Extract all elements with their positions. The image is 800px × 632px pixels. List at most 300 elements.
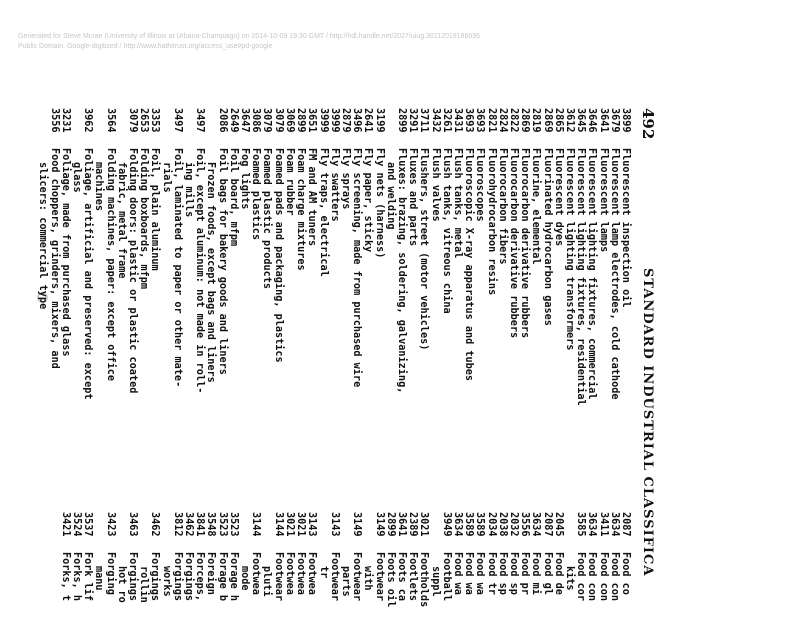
sic-code: 3634 — [586, 512, 598, 537]
index-term: Fluxes: brazing, soldering, galvanizing, — [395, 148, 407, 394]
sic-code: 3291 — [407, 108, 419, 133]
index-term: Footlets — [407, 552, 419, 602]
index-term: kits — [563, 566, 575, 591]
sic-code: 2045 — [552, 512, 564, 537]
index-entry — [519, 108, 530, 458]
sic-code: 2819 — [530, 108, 542, 133]
index-term: hot ro — [115, 566, 127, 603]
index-term: ing mills — [183, 162, 195, 218]
sic-code: 3548 — [205, 512, 217, 537]
sic-code: 2086 — [216, 108, 228, 133]
index-term: Food co — [620, 552, 631, 595]
index-entry — [261, 512, 272, 632]
sic-code: 2389 — [407, 512, 419, 537]
hathitrust-generated-line: Generated for Steve Mcrae (University of Illinois at Urbana-Champaign) on 2014-10-09 19:30 GMT / http://hdl.handle.net/2027/uiug.30112019186036 — [18, 33, 481, 40]
index-entry — [340, 512, 351, 632]
index-entry — [127, 512, 138, 632]
sic-code: 3079 — [127, 108, 139, 133]
index-entry — [385, 108, 396, 458]
index-term: Footwea — [306, 552, 318, 595]
sic-code — [205, 108, 216, 148]
sic-code: 3641 — [395, 512, 407, 537]
index-term: Fluorescent inspection oil — [620, 148, 631, 308]
index-term: Food sp — [507, 552, 519, 595]
index-term: Folding doors: plastic or plastic coated — [127, 148, 139, 394]
index-entry — [351, 108, 362, 458]
index-entry — [273, 108, 284, 458]
sic-code: 3646 — [586, 108, 598, 133]
index-entry — [149, 512, 160, 632]
index-term: Flush tanks, metal — [451, 148, 463, 259]
index-entry — [71, 108, 82, 458]
index-term: Fly swatters — [328, 148, 340, 222]
sic-code — [37, 108, 48, 148]
index-entry — [553, 108, 564, 458]
sic-code: 3556 — [48, 108, 60, 133]
sic-code: 2649 — [227, 108, 239, 133]
index-term: Food pr — [519, 552, 531, 595]
index-term: Footwear — [373, 552, 385, 602]
sic-code — [93, 108, 104, 148]
sic-code — [385, 108, 396, 148]
sic-code: 3079 — [261, 108, 273, 133]
index-term: FM and AM tuners — [306, 148, 318, 247]
index-entry — [609, 108, 620, 458]
sic-code: 2822 — [507, 108, 519, 133]
index-entry — [306, 512, 317, 632]
index-entry — [71, 512, 82, 632]
index-term: Foil bags for bakery goods and liners — [216, 148, 228, 375]
index-term: Foil board, mfpm — [227, 148, 239, 247]
sic-code: 3641 — [597, 108, 609, 133]
sic-code: 3589 — [474, 512, 486, 537]
sic-code: 3421 — [59, 512, 71, 537]
index-entry — [609, 512, 620, 632]
sic-code: 3021 — [418, 512, 430, 537]
index-term: Foamed plastic products — [261, 148, 273, 290]
index-entry — [317, 108, 328, 458]
sic-code: 3999 — [328, 108, 340, 133]
sic-code: 3069 — [283, 108, 295, 133]
rotated-page — [0, 108, 657, 618]
sic-code: 3693 — [474, 108, 486, 133]
index-term: Food sp — [496, 552, 508, 595]
index-entry — [373, 108, 384, 458]
sic-code: 3199 — [373, 108, 385, 133]
index-term: Forks, h — [71, 552, 83, 602]
index-term: Food tr — [485, 552, 497, 595]
index-term: Foliage, made from purchased glass — [59, 148, 71, 357]
sic-code: 2087 — [620, 512, 631, 537]
index-term: Fluorinated hydrocarbon gases — [541, 148, 553, 326]
index-entry — [172, 512, 183, 632]
index-entry — [317, 512, 328, 632]
index-entry — [82, 108, 93, 458]
index-entry — [497, 512, 508, 632]
index-term: Footholds — [418, 552, 430, 608]
sic-code: 3462 — [149, 512, 161, 537]
sic-code: 2087 — [541, 512, 553, 537]
index-entry — [228, 512, 239, 632]
index-term: manu — [93, 566, 105, 591]
index-term: Frozen foods, except bags and liners — [205, 162, 217, 383]
sic-code: 3711 — [418, 108, 430, 133]
index-term: Food mi — [530, 552, 542, 595]
index-entry — [586, 512, 597, 632]
index-term: Foots oil — [384, 552, 396, 608]
sic-code: 2899 — [384, 512, 396, 537]
index-term: Fluxes and parts — [407, 148, 419, 247]
index-entry — [620, 108, 631, 458]
index-term: Flush valves — [429, 148, 441, 222]
index-entry — [553, 512, 564, 632]
sic-code — [93, 512, 104, 552]
index-entry — [441, 108, 452, 458]
index-entry — [250, 108, 261, 458]
index-entry — [396, 108, 407, 458]
sic-code: 2865 — [552, 108, 564, 133]
index-term: Flush tanks, vitreous china — [440, 148, 452, 314]
index-term: Folding machines, paper: except office — [104, 148, 116, 382]
index-term: Footwear — [328, 552, 340, 602]
index-entry — [463, 108, 474, 458]
sic-code: 3693 — [463, 108, 475, 133]
index-entry — [429, 512, 440, 632]
sic-code: 2653 — [138, 108, 150, 133]
index-entry — [485, 108, 496, 458]
index-term: Foliage, artificial and preserved: except — [82, 148, 94, 400]
sic-code: 3523 — [216, 512, 228, 537]
sic-code: 3612 — [563, 108, 575, 133]
index-entry — [474, 512, 485, 632]
sic-code: 2641 — [362, 108, 374, 133]
index-term: Fluoroscopes — [474, 148, 486, 222]
index-column-right — [60, 512, 631, 632]
index-entry — [541, 512, 552, 632]
index-term: Forgings — [149, 552, 161, 602]
sic-code — [564, 512, 575, 552]
index-entry — [474, 108, 485, 458]
index-entry — [48, 108, 59, 458]
index-entry — [306, 108, 317, 458]
index-term: Footwear — [351, 552, 363, 602]
index-entry — [508, 512, 519, 632]
index-term: Food con — [608, 552, 620, 602]
index-entry — [60, 108, 71, 458]
index-term: Forgings — [127, 552, 139, 602]
sic-code — [183, 108, 194, 148]
index-entry — [530, 108, 541, 458]
index-entry — [329, 108, 340, 458]
index-term: works — [160, 566, 172, 597]
index-entry — [239, 108, 250, 458]
index-entry — [351, 512, 362, 632]
index-entry — [239, 512, 250, 632]
index-term: Forceps, — [194, 552, 206, 602]
sic-code: 3431 — [451, 108, 463, 133]
sic-code: 2821 — [485, 108, 497, 133]
index-entry — [362, 108, 373, 458]
sic-code — [116, 108, 127, 148]
index-term: Food con — [597, 552, 609, 602]
sic-code: 2038 — [496, 512, 508, 537]
index-entry — [250, 512, 261, 632]
index-term: fabric, metal frame — [115, 162, 127, 279]
index-entry — [362, 512, 373, 632]
index-entry — [564, 108, 575, 458]
sic-code: 3524 — [71, 512, 83, 537]
index-term: Folding boxboards, mfpm — [138, 148, 150, 290]
index-term: Fluorocarbon derivative rubbers — [519, 148, 531, 339]
sic-code: 3949 — [440, 512, 452, 537]
index-entry — [429, 108, 440, 458]
index-entry — [385, 512, 396, 632]
index-entry — [575, 108, 586, 458]
sic-code: 3021 — [283, 512, 295, 537]
index-entry — [530, 512, 541, 632]
index-entry — [441, 512, 452, 632]
index-entry — [160, 512, 171, 632]
hathitrust-rights-line: Public Domain, Google-digitized / http://www.hathitrust.org/access_use#pd-google — [18, 43, 273, 50]
index-term: Forgings — [183, 552, 195, 602]
index-term: Fly screening, made from purchased wire — [351, 148, 363, 388]
index-term: Food wa — [463, 552, 475, 595]
index-term: Forks, t — [59, 552, 71, 602]
index-entry — [586, 108, 597, 458]
sic-code: 3564 — [104, 108, 116, 133]
sic-code: 3149 — [351, 512, 363, 537]
sic-code: 2824 — [496, 108, 508, 133]
sic-code: 3647 — [239, 108, 251, 133]
sic-code: 3261 — [440, 108, 452, 133]
sic-code: 3999 — [317, 108, 329, 133]
index-term: Fluorescent lamps — [597, 148, 609, 253]
index-entry — [284, 108, 295, 458]
index-term: and welding — [384, 162, 396, 230]
index-entry — [37, 108, 48, 458]
index-entry — [138, 512, 149, 632]
index-term: Footwea — [250, 552, 262, 595]
index-entry — [597, 512, 608, 632]
index-entry — [60, 512, 71, 632]
sic-code: 3585 — [575, 512, 587, 537]
index-entry — [116, 108, 127, 458]
index-term: Food cor — [575, 552, 587, 602]
sic-code: 3143 — [328, 512, 340, 537]
sic-code: 2879 — [339, 108, 351, 133]
sic-code: 3645 — [575, 108, 587, 133]
index-term: Foreign — [205, 552, 217, 595]
index-term: Food wa — [451, 552, 463, 595]
index-entry — [149, 108, 160, 458]
index-entry — [597, 108, 608, 458]
sic-code — [340, 512, 351, 552]
index-term: Foots ca — [395, 552, 407, 602]
sic-code — [160, 108, 171, 148]
index-entry — [183, 108, 194, 458]
sic-code: 3021 — [295, 512, 307, 537]
index-entry — [340, 108, 351, 458]
index-term: Fluorescent lighting transformers — [563, 148, 575, 351]
index-term: Fly sprays — [339, 148, 351, 210]
index-term: Footwea — [295, 552, 307, 595]
sic-code: 3812 — [171, 512, 183, 537]
index-term: Foamed pads and packaging, plastics — [272, 148, 284, 363]
index-term: Fly paper, sticky — [362, 148, 374, 253]
index-entry — [116, 512, 127, 632]
index-term: Flushers, street (motor vehicles) — [418, 148, 430, 351]
index-entry — [295, 512, 306, 632]
sic-code: 3411 — [597, 512, 609, 537]
index-entry — [160, 108, 171, 458]
index-entry — [138, 108, 149, 458]
index-entry — [216, 512, 227, 632]
sic-code: 3497 — [194, 108, 206, 133]
index-term: Food con — [586, 552, 598, 602]
index-entry — [575, 512, 586, 632]
index-term: Fluoroscopic X-ray apparatus and tubes — [463, 148, 475, 382]
index-term: rollin — [138, 566, 150, 603]
sic-code — [261, 512, 272, 552]
index-entry — [519, 512, 530, 632]
sic-code: 3841 — [194, 512, 206, 537]
sic-code — [317, 512, 328, 552]
index-term: Fluorescent lamp electrodes, cold cathode — [608, 148, 620, 400]
index-entry — [284, 512, 295, 632]
index-entry — [216, 108, 227, 458]
index-term: Foil, except aluminum: not made in roll- — [194, 148, 206, 394]
sic-code: 2899 — [395, 108, 407, 133]
index-entry — [418, 512, 429, 632]
index-entry — [93, 512, 104, 632]
index-term: Football — [440, 552, 452, 602]
sic-code — [429, 512, 440, 552]
index-term: Foam charge mixtures — [295, 148, 307, 271]
index-term: Food de — [552, 552, 564, 595]
index-term: Footwea — [283, 552, 295, 595]
index-entry — [82, 512, 93, 632]
index-term: Fog lights — [239, 148, 251, 210]
index-term: Fly traps, electrical — [317, 148, 329, 277]
index-term: Fluorescent lighting fixtures, residential — [575, 148, 587, 406]
index-entry — [541, 108, 552, 458]
index-entry — [407, 108, 418, 458]
sic-code: 3634 — [451, 512, 463, 537]
index-entry — [564, 512, 575, 632]
sic-code — [362, 512, 373, 552]
index-term: Fluorohydrocarbon resins — [485, 148, 497, 296]
index-term: Fluorescent lighting fixtures, commercial — [586, 148, 598, 400]
index-term: Fork lif — [82, 552, 94, 602]
index-term: machines — [93, 162, 105, 212]
sic-code: 3651 — [306, 108, 318, 133]
sic-code: 3463 — [127, 512, 139, 537]
index-entry — [172, 108, 183, 458]
index-term: Food choppers, grinders, mixers, and — [48, 148, 60, 369]
sic-code: 3462 — [183, 512, 195, 537]
index-entry — [295, 108, 306, 458]
page-number: 492 — [639, 108, 657, 140]
sic-code: 2899 — [295, 108, 307, 133]
index-term: Foil, laminated to paper or other mate- — [171, 148, 183, 388]
sic-code: 3962 — [82, 108, 94, 133]
index-entry — [620, 512, 631, 632]
index-entry — [418, 108, 429, 458]
sic-code — [138, 512, 149, 552]
index-term: Footwear — [272, 552, 284, 602]
sic-code: 2869 — [519, 108, 531, 133]
index-term: Foamed plastics — [250, 148, 262, 241]
index-entry — [205, 108, 216, 458]
sic-code: 3589 — [463, 512, 475, 537]
index-entry — [497, 108, 508, 458]
scanned-page — [0, 108, 657, 618]
sic-code: 3556 — [519, 512, 531, 537]
index-term: Fluorine, elemental — [530, 148, 542, 265]
sic-code: 3432 — [429, 108, 441, 133]
index-term: suppl — [429, 566, 441, 597]
index-term: Fluorocarbon fibers — [496, 148, 508, 265]
sic-code: 3634 — [530, 512, 542, 537]
index-term: tr — [317, 566, 329, 579]
index-entry — [228, 108, 239, 458]
index-term: rials — [160, 162, 172, 193]
index-term: glass — [71, 162, 83, 193]
sic-code: 2869 — [541, 108, 553, 133]
index-term: Forgings — [171, 552, 183, 602]
index-term: Foil, plain aluminum — [149, 148, 161, 271]
index-entry — [205, 512, 216, 632]
sic-code: 3523 — [227, 512, 239, 537]
index-term: Forage h — [227, 552, 239, 602]
sic-code — [116, 512, 127, 552]
index-entry — [396, 512, 407, 632]
index-entry — [463, 512, 474, 632]
index-entry — [452, 108, 463, 458]
index-entry — [261, 108, 272, 458]
index-term: Fly nets (harness) — [373, 148, 385, 259]
sic-code: 3899 — [620, 108, 631, 133]
index-term: with — [362, 566, 374, 591]
index-entry — [373, 512, 384, 632]
index-term: Food wa — [474, 552, 486, 595]
index-entry — [104, 108, 115, 458]
index-entry — [183, 512, 194, 632]
index-term: pluti — [261, 566, 273, 597]
index-term: mode — [239, 566, 251, 591]
index-entry — [485, 512, 496, 632]
sic-code — [160, 512, 171, 552]
index-entry — [452, 512, 463, 632]
index-term: Foam rubber — [283, 148, 295, 216]
sic-code: 2032 — [507, 512, 519, 537]
index-entry — [508, 108, 519, 458]
index-entry — [273, 512, 284, 632]
sic-code: 3423 — [104, 512, 116, 537]
index-term: Fluorocarbon derivative rubbers — [507, 148, 519, 339]
index-entry — [104, 512, 115, 632]
sic-code: 3144 — [272, 512, 284, 537]
index-term: parts — [339, 566, 351, 597]
index-entry — [194, 512, 205, 632]
sic-code: 3149 — [373, 512, 385, 537]
sic-code: 3086 — [250, 108, 262, 133]
sic-code: 3497 — [171, 108, 183, 133]
index-entry — [93, 108, 104, 458]
index-term: slicers: commercial type — [37, 162, 49, 310]
index-entry — [329, 512, 340, 632]
sic-code: 3679 — [608, 108, 620, 133]
